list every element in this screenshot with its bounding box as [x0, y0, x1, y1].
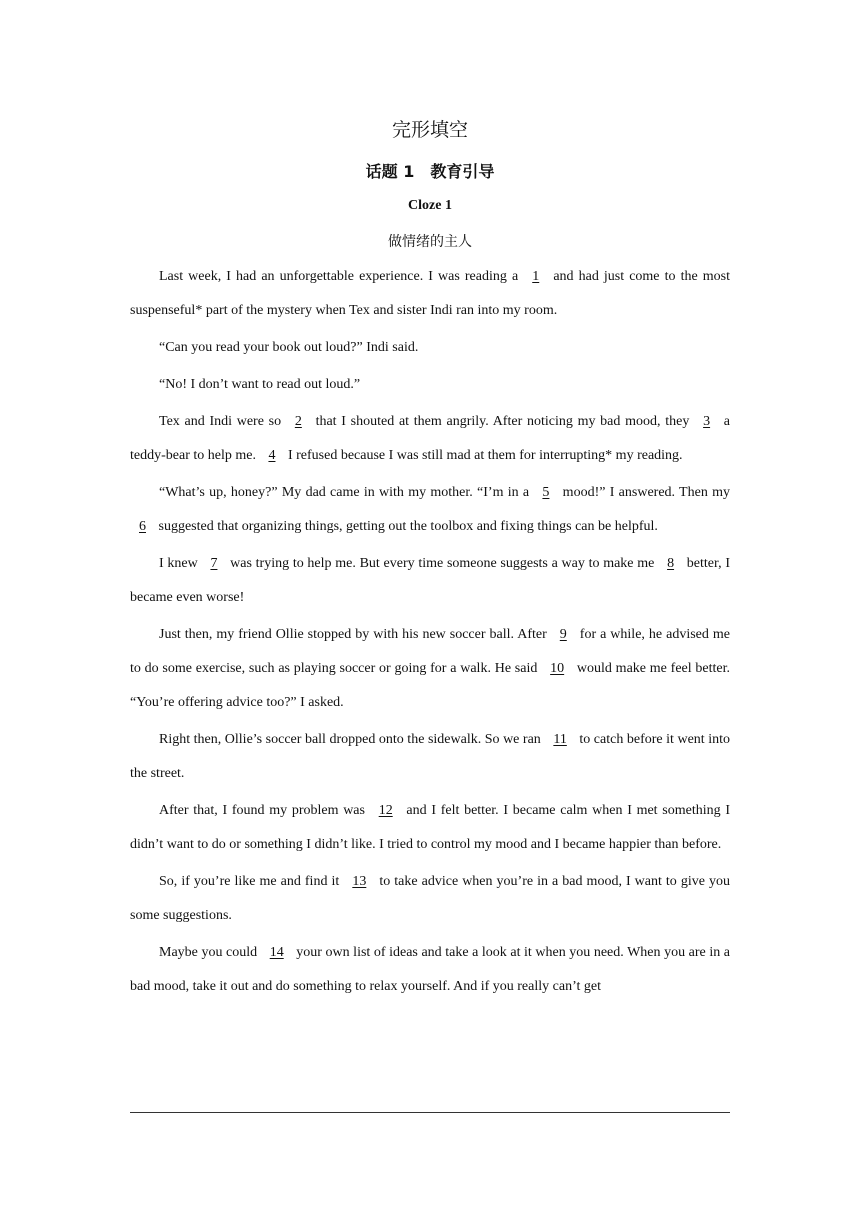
paragraph-text: Right then, Ollie’s soccer ball dropped onto the sidewalk. So we ran	[159, 732, 545, 747]
blank-9[interactable]: 9	[559, 627, 567, 642]
blank-3[interactable]: 3	[703, 414, 711, 429]
page-title: 完形填空	[391, 119, 468, 141]
paragraph-text: Just then, my friend Ollie stopped by with his new soccer ball. After	[159, 627, 551, 642]
paragraph-text: Last week, I had an unforgettable experience. I was reading a	[159, 269, 524, 284]
blank-2[interactable]: 2	[294, 414, 302, 429]
paragraph-text: would make me feel better. “You’re offering advice too?” I asked.	[130, 661, 731, 710]
topic-heading: 话题 1 教育引导	[365, 162, 495, 181]
paragraph	[130, 723, 730, 791]
paragraph	[130, 476, 730, 544]
blank-11[interactable]: 11	[553, 732, 567, 747]
footer-divider	[130, 1112, 730, 1113]
paragraph-text: to take advice when you’re in a bad mood, I want to give you some suggestions.	[130, 874, 730, 923]
blank-5[interactable]: 5	[542, 485, 550, 500]
paragraph-text: that I shouted at them angrily. After noticing my bad mood, they	[310, 414, 695, 429]
blank-10[interactable]: 10	[550, 661, 565, 676]
paragraph-text: Tex and Indi were so	[159, 414, 286, 429]
blank-6[interactable]: 6	[139, 519, 146, 534]
paragraph-text: So, if you’re like me and find it	[159, 874, 344, 889]
paragraph-text: Maybe you could	[159, 945, 261, 960]
paragraph-text: better, I became even worse!	[130, 556, 730, 605]
paragraph-text: mood!” I answered. Then my	[558, 485, 730, 500]
blank-7[interactable]: 7	[210, 556, 218, 571]
paragraph-text: “Can you read your book out loud?” Indi said.	[159, 340, 419, 355]
blank-12[interactable]: 12	[378, 803, 393, 818]
paragraph	[130, 794, 730, 862]
paragraph	[130, 618, 730, 720]
blank-14[interactable]: 14	[269, 945, 284, 960]
paragraph-text: I knew	[159, 556, 202, 571]
paragraph-text: to catch before it went into the street.	[130, 732, 731, 781]
paragraph	[130, 260, 730, 328]
paragraph-text: a teddy-bear to help me.	[130, 414, 731, 463]
paragraph	[130, 368, 730, 402]
paragraph-text: I refused because I was still mad at them for interrupting* my reading.	[284, 448, 683, 463]
paragraph	[130, 865, 730, 933]
paragraph-text: “No! I don’t want to read out loud.”	[159, 377, 361, 392]
paragraph-text: “What’s up, honey?” My dad came in with my mother. “I’m in a	[159, 485, 534, 500]
paragraph-text: and I felt better. I became calm when I met something I didn’t want to do or something I didn’t like. I tried to control my mood and I became happier than before.	[130, 803, 730, 852]
paragraph	[130, 405, 730, 473]
paragraph	[130, 547, 730, 615]
blank-8[interactable]: 8	[667, 556, 675, 571]
paragraph-text: After that, I found my problem was	[159, 803, 370, 818]
cloze-heading: Cloze 1	[408, 198, 452, 213]
paragraph-text: suggested that organizing things, getting out the toolbox and fixing things can be helpful.	[155, 519, 658, 534]
paragraph	[130, 936, 730, 1004]
passage-body	[130, 260, 730, 1007]
paragraph	[130, 331, 730, 365]
paragraph-text: was trying to help me. But every time someone suggests a way to make me	[226, 556, 659, 571]
blank-4[interactable]: 4	[268, 448, 276, 463]
paragraph-text: your own list of ideas and take a look at it when you need. When you are in a bad mood, take it out and do something to relax yourself. And if you really can’t get	[130, 945, 730, 994]
blank-1[interactable]: 1	[532, 269, 540, 284]
passage-subtitle: 做情绪的主人	[388, 234, 472, 250]
paragraph-text: and had just come to the most suspenseful* part of the mystery when Tex and sister Indi ran into my room.	[130, 269, 730, 318]
paragraph-text: for a while, he advised me to do some exercise, such as playing soccer or going for a walk. He said	[130, 627, 730, 676]
blank-13[interactable]: 13	[352, 874, 367, 889]
